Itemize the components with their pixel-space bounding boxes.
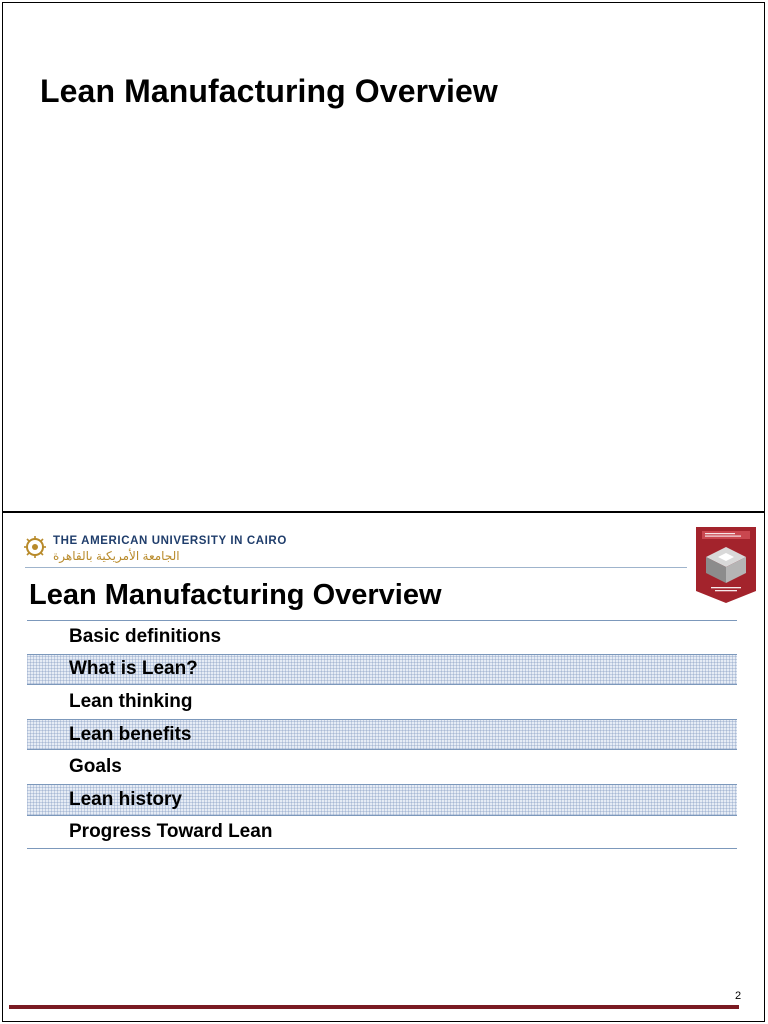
agenda-item-label: Progress Toward Lean [69, 821, 273, 843]
header-divider [25, 567, 687, 568]
agenda-end-divider [27, 848, 737, 849]
footer-accent-bar [9, 1005, 739, 1009]
agenda-item-label: What is Lean? [69, 658, 198, 680]
agenda-item [27, 654, 737, 686]
slide-1-title: Lean Manufacturing Overview [40, 73, 498, 109]
management-center-logo-icon [696, 527, 756, 603]
slide-1 [2, 2, 765, 512]
slide-2 [2, 512, 765, 1022]
university-name-english: THE AMERICAN UNIVERSITY IN CAIRO [53, 535, 287, 547]
university-name-arabic: الجامعة الأمريكية بالقاهرة [53, 549, 180, 563]
agenda-item-label: Lean history [69, 788, 182, 810]
slide-2-title: Lean Manufacturing Overview [29, 579, 442, 611]
agenda-item-label: Lean benefits [69, 723, 192, 745]
agenda-item [27, 719, 737, 751]
agenda-item [27, 751, 737, 783]
agenda-item [27, 686, 737, 718]
page-number: 2 [735, 990, 742, 1002]
agenda-item-label: Basic definitions [69, 625, 222, 647]
agenda-item-label: Goals [69, 756, 122, 778]
university-logo [23, 533, 343, 567]
agenda-item [27, 621, 737, 653]
auc-emblem-icon [23, 535, 47, 559]
agenda-item [27, 784, 737, 816]
agenda-item-label: Lean thinking [69, 690, 193, 712]
agenda-list [27, 621, 737, 849]
agenda-item [27, 817, 737, 849]
